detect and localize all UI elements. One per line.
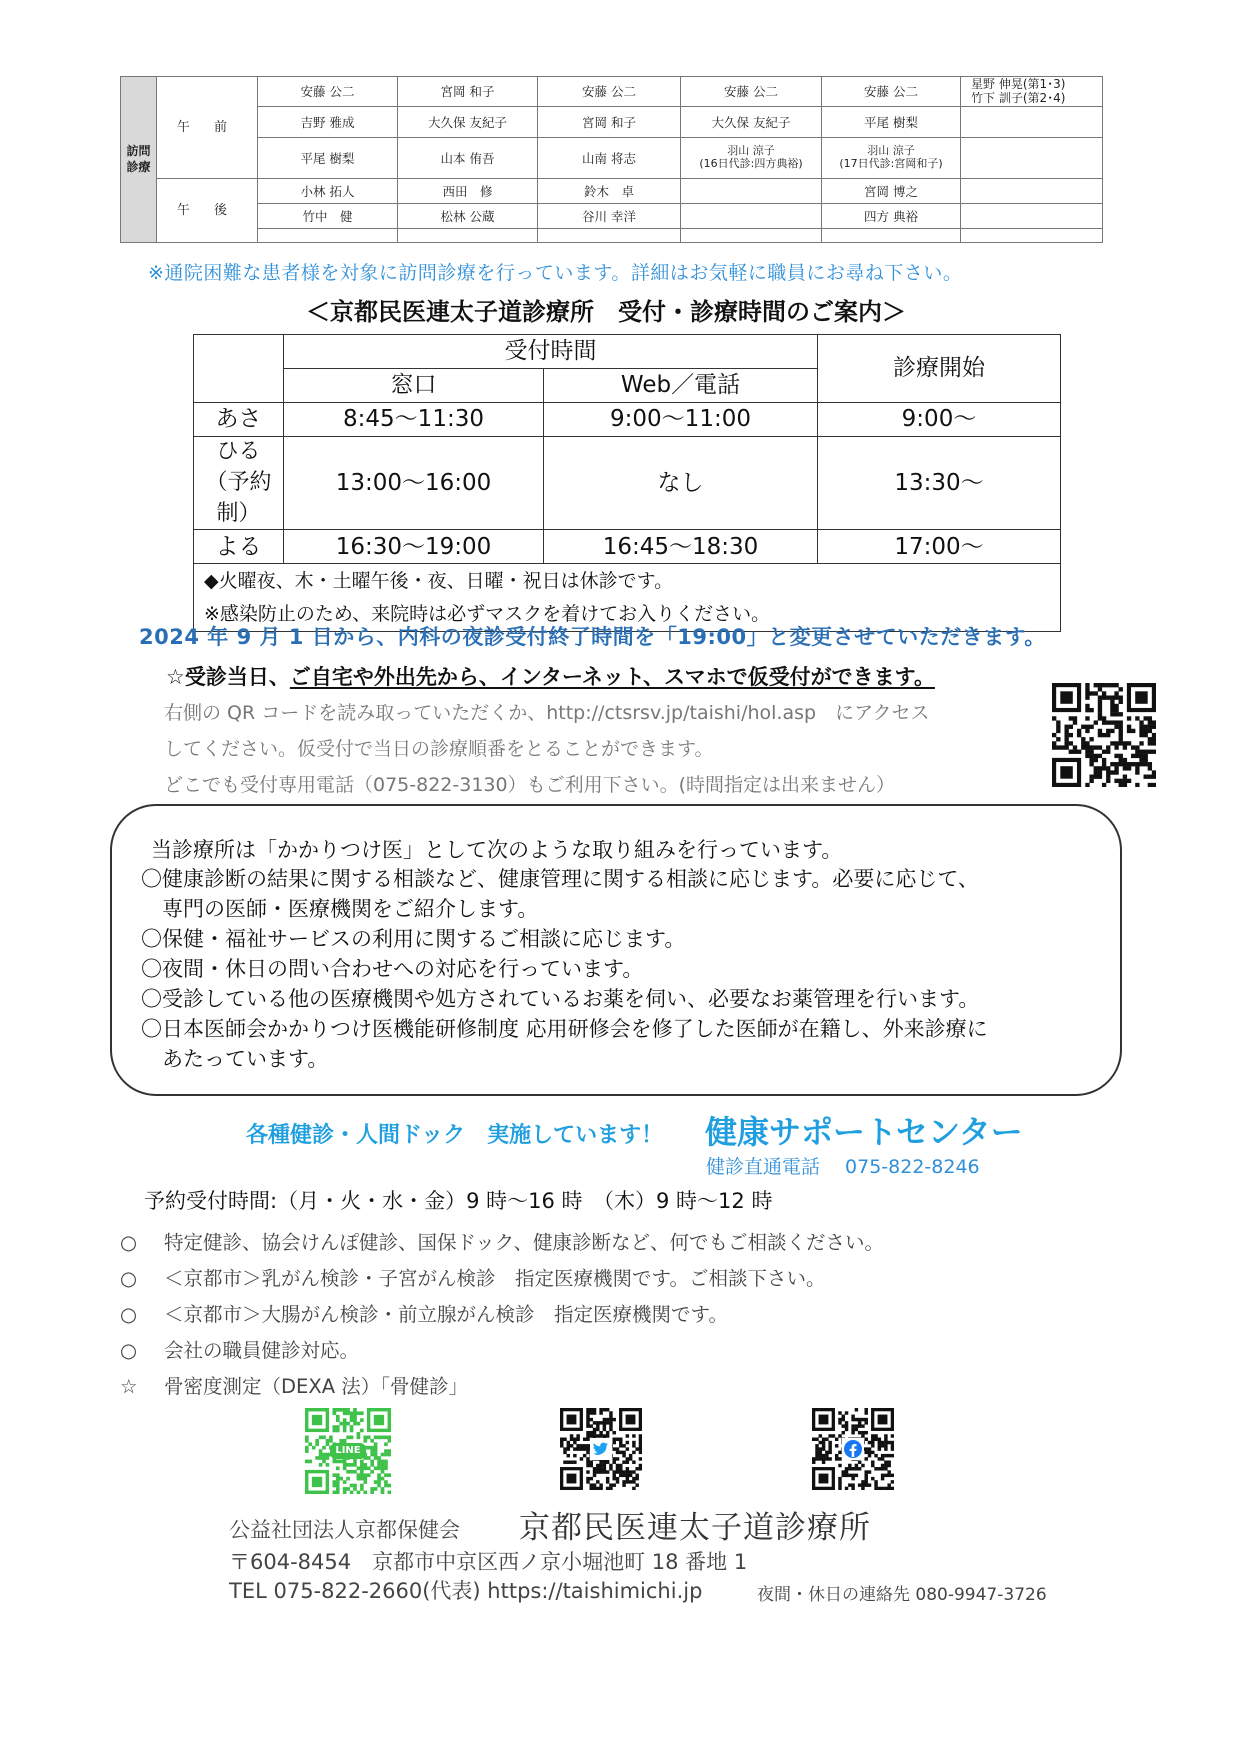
qr-facebook[interactable] [812,1408,894,1490]
doctor-cell: 竹中 健 [258,204,398,229]
reception-header: 受付時間 [284,335,818,369]
checkup-item [120,1335,359,1363]
doctor-cell: 平尾 樹梨 [822,107,961,138]
qr-code-reception[interactable] [1052,683,1156,787]
list-bullet: ○ [120,1303,138,1326]
hours-table [193,334,1061,632]
noon-window: 13:00～16:00 [284,437,544,530]
doctor-cell: 小林 拓人 [258,179,398,204]
clinic-address: 〒604-8454 京都市中京区西ノ京小堀池町 18 番地 1 [229,1550,748,1574]
doctor-cell: 四方 典裕 [822,204,961,229]
visit-schedule-row [121,107,1103,138]
health-support-center: 健康サポートセンター [705,1113,1023,1151]
announcement: 2024 年 9 月 1 日から、内科の夜診受付終了時間を「19:00」と変更させていただきます。 [139,625,1046,649]
twitter-bird-icon [590,1438,612,1460]
doctor-cell: 山本 侑吾 [398,138,538,179]
visit-schedule-row [121,229,1103,243]
online-headline-prefix: ☆受診当日、 [166,665,290,689]
row-label-noon: ひる （予約制） [194,437,284,530]
doctor-cell [681,204,822,229]
list-bullet: ○ [120,1267,138,1290]
visit-schedule-row [121,77,1103,107]
online-line-1: 右側の QR コードを読み取っていただくか、http://ctsrsv.jp/taishi/hol.asp にアクセス [164,702,930,724]
hours-title: ＜京都民医連太子道診療所 受付・診療時間のご案内＞ [306,298,906,326]
doctor-cell: 大久保 友紀子 [681,107,822,138]
kakaritsuke-line: 〇夜間・休日の問い合わせへの対応を行っています。 [141,957,644,981]
doctor-cell: 羽山 涼子 (17日代診:宮岡和子) [822,138,961,179]
doctor-cell: 西田 修 [398,179,538,204]
doctor-cell: 宮岡 和子 [398,77,538,107]
doctor-cell [681,179,822,204]
visit-note: ※通院困難な患者様を対象に訪問診療を行っています。詳細はお気軽に職員にお尋ね下さい。 [148,262,963,284]
row-label-morning: あさ [194,403,284,437]
doctor-cell: 宮岡 和子 [538,107,681,138]
visit-schedule-row [121,138,1103,179]
kakaritsuke-line: 〇保健・福祉サービスの利用に関するご相談に応じます。 [141,927,686,951]
doctor-cell: 山南 将志 [538,138,681,179]
emergency-contact: 夜間・休日の連絡先 080-9947-3726 [757,1585,1047,1605]
checkup-item-text: 骨密度測定（DEXA 法）「骨健診」 [164,1375,468,1398]
checkup-item [120,1227,884,1255]
doctor-cell [961,229,1103,243]
checkup-item-text: 会社の職員健診対応。 [164,1339,360,1362]
hours-corner [194,335,284,403]
doctor-cell: 谷川 幸洋 [538,204,681,229]
visit-schedule-row [121,179,1103,204]
checkup-item [120,1263,825,1291]
online-headline-underlined: ご自宅や外出先から、インターネット、スマホで仮受付ができます。 [289,665,935,689]
doctor-cell: 羽山 涼子 (16日代診:四方典裕) [681,138,822,179]
doctor-cell [961,179,1103,204]
web-header: Web／電話 [544,369,818,403]
online-line-3: どこでも受付専用電話（075-822-3130）もご利用下さい。(時間指定は出来ません） [164,774,896,796]
doctor-cell [398,229,538,243]
noon-web: なし [544,437,818,530]
checkup-item [120,1371,468,1399]
kakaritsuke-line: 〇受診している他の医療機関や処方されているお薬を伺い、必要なお薬管理を行います。 [141,987,980,1011]
visit-schedule-row [121,204,1103,229]
doctor-cell [961,138,1103,179]
checkup-item-text: 特定健診、協会けんぽ健診、国保ドック、健康診断など、何でもご相談ください。 [164,1231,884,1254]
list-bullet: ○ [120,1339,138,1362]
period-am: 午 前 [157,77,258,179]
doctor-cell [681,229,822,243]
qr-twitter[interactable] [560,1408,642,1490]
clinic-tel: TEL 075-822-2660(代表) https://taishimichi.jp [229,1579,703,1603]
period-pm: 午 後 [157,179,258,243]
doctor-cell: 大久保 友紀子 [398,107,538,138]
visit-label: 訪問 診療 [121,77,157,243]
noon-start: 13:30～ [818,437,1061,530]
line-badge: LINE [330,1443,366,1459]
doctor-cell: 吉野 雅成 [258,107,398,138]
visit-schedule-table [120,76,1103,243]
checkup-item-text: ＜京都市＞乳がん検診・子宮がん検診 指定医療機関です。ご相談下さい。 [164,1267,826,1290]
list-bullet: ○ [120,1231,138,1254]
morning-start: 9:00～ [818,403,1061,437]
mask-note: ※感染防止のため、来院時は必ずマスクを着けてお入りください。 [204,602,771,625]
closed-days-note: ◆火曜夜、木・土曜午後・夜、日曜・祝日は休診です。 [204,569,674,592]
start-header: 診療開始 [818,335,1061,403]
checkup-item-text: ＜京都市＞大腸がん検診・前立腺がん検診 指定医療機関です。 [164,1303,728,1326]
checkup-item [120,1299,728,1327]
doctor-cell: 安藤 公二 [258,77,398,107]
doctor-cell: 松林 公蔵 [398,204,538,229]
doctor-cell [961,204,1103,229]
doctor-cell [822,229,961,243]
online-headline [166,661,935,691]
online-line-2: してください。仮受付で当日の診療順番をとることができます。 [164,738,714,760]
doctor-cell: 安藤 公二 [538,77,681,107]
window-header: 窓口 [284,369,544,403]
kakaritsuke-line: あたっています。 [141,1047,329,1071]
row-label-evening: よる [194,530,284,564]
doctor-cell: 鈴木 卓 [538,179,681,204]
kakaritsuke-line: 〇健康診断の結果に関する相談など、健康管理に関する相談に応じます。必要に応じて、 [141,867,979,891]
evening-web: 16:45～18:30 [544,530,818,564]
kakaritsuke-line: 専門の医師・医療機関をご紹介します。 [141,897,539,921]
qr-line[interactable] [305,1408,391,1494]
doctor-cell [961,107,1103,138]
doctor-cell [538,229,681,243]
kakaritsuke-line: 〇日本医師会かかりつけ医機能研修制度 応用研修会を修了した医師が在籍し、外来診療に [141,1017,988,1041]
facebook-icon [842,1438,864,1460]
checkup-hours: 予約受付時間:（月・火・水・金）9 時～16 時 （木）9 時～12 時 [144,1189,773,1213]
doctor-cell: 安藤 公二 [822,77,961,107]
kakaritsuke-intro: 当診療所は「かかりつけ医」として次のような取り組みを行っています。 [151,838,843,862]
checkup-phone: 健診直通電話 075-822-8246 [706,1156,980,1178]
org-name: 公益社団法人京都保健会 [229,1518,460,1542]
doctor-cell: 宮岡 博之 [822,179,961,204]
doctor-cell: 星野 伸晃(第1･3) 竹下 訓子(第2･4) [961,77,1103,107]
morning-web: 9:00～11:00 [544,403,818,437]
list-bullet: ☆ [120,1375,138,1398]
doctor-cell: 平尾 樹梨 [258,138,398,179]
checkup-headline: 各種健診・人間ドック 実施しています！ [246,1123,664,1148]
evening-window: 16:30～19:00 [284,530,544,564]
doctor-cell: 安藤 公二 [681,77,822,107]
evening-start: 17:00～ [818,530,1061,564]
doctor-cell [258,229,398,243]
morning-window: 8:45～11:30 [284,403,544,437]
clinic-name: 京都民医連太子道診療所 [519,1510,871,1546]
